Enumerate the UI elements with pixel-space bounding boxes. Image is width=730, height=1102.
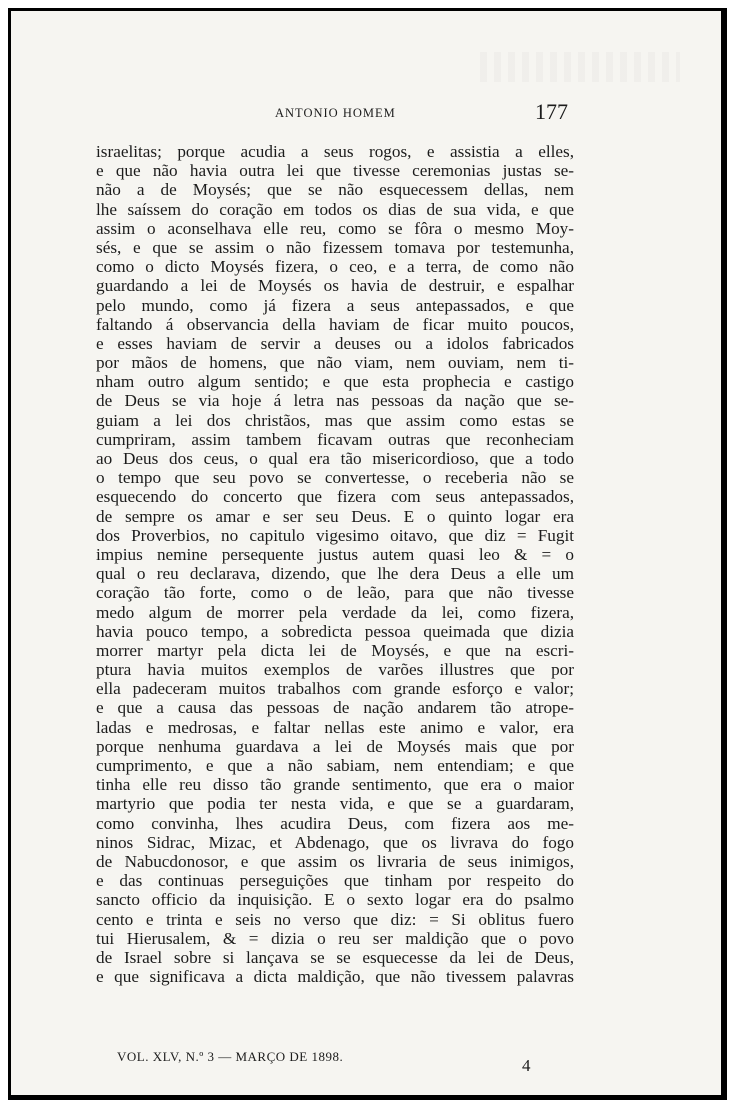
text-line: dos Proverbios, no capitulo vigesimo oitavo, que diz = Fugit	[96, 525, 574, 545]
text-line: medo algum de morrer pela verdade da lei, como fizera,	[96, 602, 574, 622]
text-line: faltando á observancia della haviam de ficar muito poucos,	[96, 314, 574, 334]
text-line: lhe saíssem do coração em todos os dias de sua vida, e que	[96, 199, 574, 219]
text-line: tui Hierusalem, & = dizia o reu ser maldição que o povo	[96, 928, 574, 948]
text-line: esquecendo do concerto que fizera com seus antepassados,	[96, 487, 574, 507]
running-head: ANTONIO HOMEM	[275, 106, 396, 120]
text-line: como o dicto Moysés fizera, o ceo, e a terra, de como não	[96, 257, 574, 277]
text-line: tinha elle reu disso tão grande sentimento, que era o maior	[96, 775, 574, 795]
text-line: não a de Moysés; que se não esquecessem dellas, nem	[96, 180, 574, 200]
text-line: israelitas; porque acudia a seus rogos, e assistia a elles,	[96, 142, 574, 161]
text-line: porque nenhuma guardava a lei de Moysés mais que por	[96, 736, 574, 756]
text-line: como convinha, lhes acudira Deus, com fizera aos me-	[96, 813, 574, 833]
text-line: ladas e medrosas, e faltar nellas este animo e valor, era	[96, 717, 574, 737]
text-line: qual o reu declarava, dizendo, que lhe dera Deus a elle um	[96, 564, 574, 584]
text-line: de Deus se via hoje á letra nas pessoas da nação que se-	[96, 391, 574, 411]
text-line: de Israel sobre si lançava se se esquecesse da lei de Deus,	[96, 947, 574, 967]
show-through-smudge	[480, 52, 680, 82]
text-line: impius nemine persequente justus autem quasi leo & = o	[96, 544, 574, 564]
text-line: de Nabucdonosor, e que assim os livraria de seus inimigos,	[96, 851, 574, 871]
text-line: de sempre os amar e ser seu Deus. E o quinto logar era	[96, 506, 574, 526]
signature-mark: 4	[522, 1056, 531, 1075]
volume-footnote: VOL. XLV, N.º 3 — MARÇO DE 1898.	[117, 1049, 344, 1064]
text-line: sés, e que se assim o não fizessem tomava por testemunha,	[96, 237, 574, 257]
text-line: assim o aconselhava elle reu, como se fôra o mesmo Moy-	[96, 218, 574, 238]
text-line: e que não havia outra lei que tivesse ceremonias justas se-	[96, 161, 574, 181]
text-line: ella padeceram muitos trabalhos com grande esforço e valor;	[96, 679, 574, 699]
text-line: o tempo que seu povo se convertesse, o receberia não se	[96, 468, 574, 488]
text-line: pelo mundo, como já fizera a seus antepassados, e que	[96, 295, 574, 315]
text-line: ptura havia muitos exemplos de varões illustres que por	[96, 660, 574, 680]
text-line: guardando a lei de Moysés os havia de destruir, e espalhar	[96, 276, 574, 296]
text-line: e esses haviam de servir a deuses ou a idolos fabricados	[96, 333, 574, 353]
text-line: e que a causa das pessoas de nação andarem tão atrope-	[96, 698, 574, 718]
text-line: cumprimento, e que a não sabiam, nem entendiam; e que	[96, 756, 574, 775]
text-line: ninos Sidrac, Mizac, et Abdenago, que os livrava do fogo	[96, 832, 574, 852]
text-line: havia pouco tempo, a sobredicta pessoa queimada que dizia	[96, 621, 574, 641]
text-line: cumpriram, assim tambem ficavam outras que reconheciam	[96, 429, 574, 449]
text-line: coração tão forte, como o de leão, para que não tivesse	[96, 583, 574, 603]
text-line: guiam a lei dos christãos, mas que assim como estas se	[96, 410, 574, 430]
text-line: cento e trinta e seis no verso que diz: = Si oblitus fuero	[96, 909, 574, 929]
text-line: e que significava a dicta maldição, que não tivessem palavras	[96, 967, 574, 987]
text-line: nham outro algum sentido; e que esta prophecia e castigo	[96, 372, 574, 392]
text-line: ao Deus dos ceus, o qual era tão misericordioso, que a todo	[96, 449, 574, 468]
body-text	[96, 142, 574, 986]
text-line: morrer martyr pela dicta lei de Moysés, e que na escri-	[96, 640, 574, 660]
text-line: martyrio que podia ter nesta vida, e que se a guardaram,	[96, 794, 574, 814]
text-line: sancto officio da inquisição. E o sexto logar era do psalmo	[96, 890, 574, 910]
text-line: por mãos de homens, que não viam, nem ouviam, nem ti-	[96, 353, 574, 373]
page-number: 177	[535, 99, 568, 124]
text-line: e das continuas perseguições que tinham por respeito do	[96, 871, 574, 891]
